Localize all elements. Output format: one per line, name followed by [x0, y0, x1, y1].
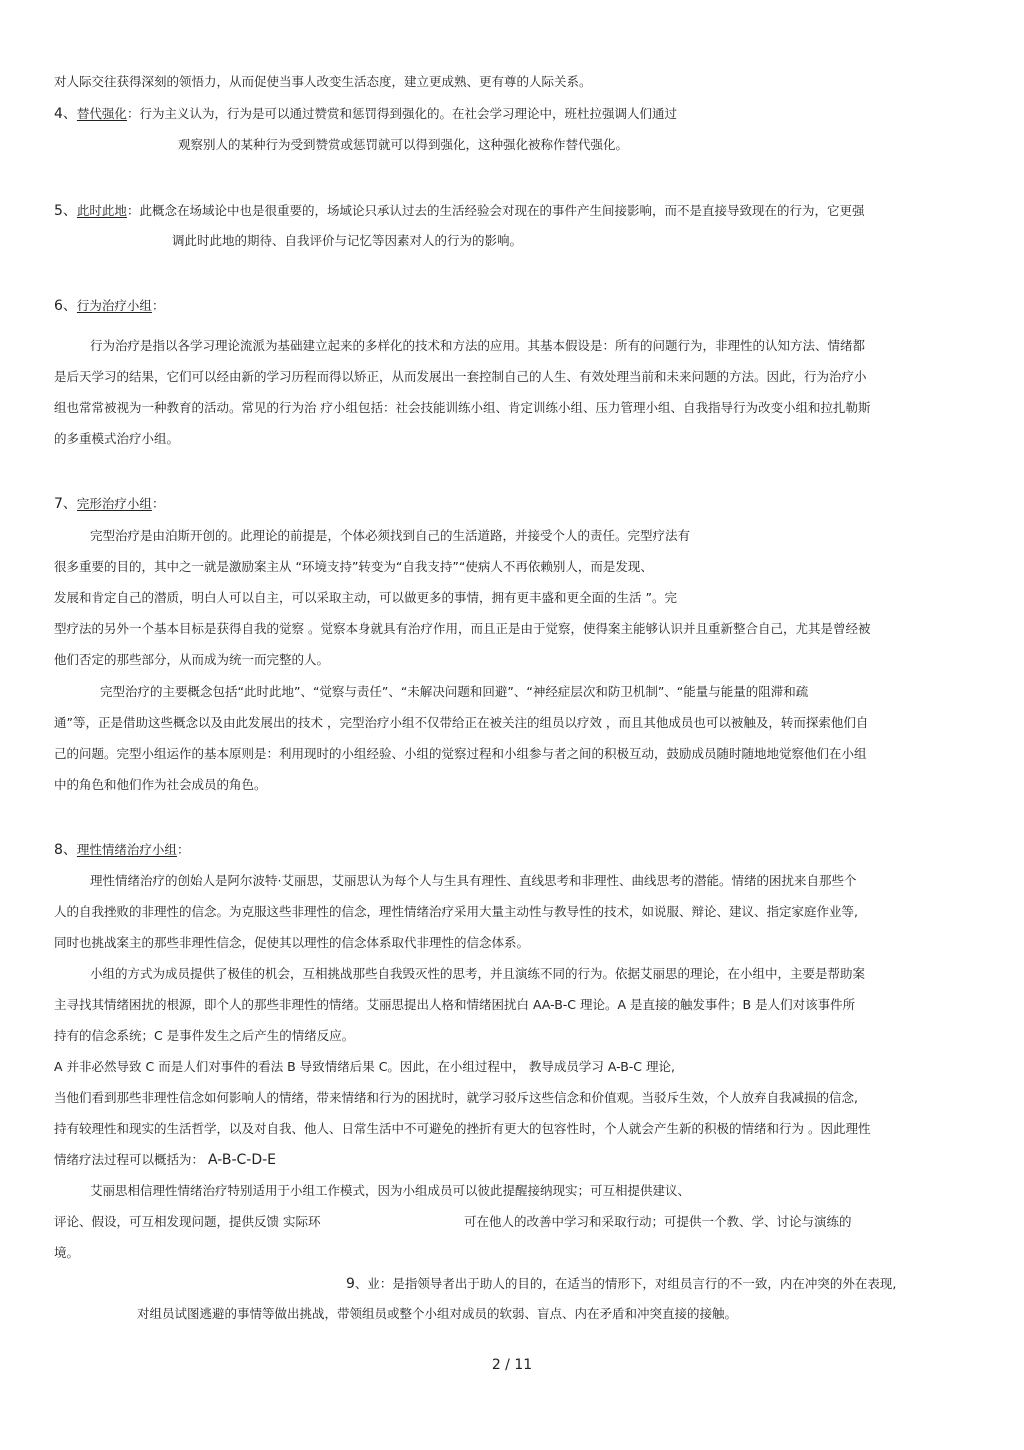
section-8-para-line: 艾丽思相信理性情绪治疗特别适用于小组工作模式，因为小组成员可以彼此提醒接纳现实；可互相提供建议、 [90, 1183, 691, 1198]
section-8-term: 理性情绪治疗小组 [76, 842, 177, 857]
section-8-para-line: 持有的信念系统；C 是事件发生之后产生的情绪反应。 [54, 1028, 355, 1043]
section-8-para-line: 可在他人的改善中学习和采取行动；可提供一个教、学、讨论与演练的 [464, 1214, 852, 1229]
section-8-colon: ： [176, 842, 190, 857]
section-5-line-1 [54, 203, 864, 219]
section-8-para-line: 评论、假设，可互相发现问题，提供反馈 实际环 [54, 1214, 321, 1229]
section-8-para-line: 当他们看到那些非理性信念如何影响人的情绪，带来情绪和行为的困扰时，就学习驳斥这些信念和价值观。当驳斥生效，个人放弃自我减损的信念, [54, 1090, 858, 1105]
section-6-para-line: 是后天学习的结果，它们可以经由新的学习历程而得以矫正，从而发展出一套控制自己的人生、有效处理当前和未来问题的方法。因此，行为治疗小 [54, 369, 867, 384]
section-7-para-line: 己的问题。完型小组运作的基本原则是：利用现时的小组经验、小组的觉察过程和小组参与者之间的积极互动，鼓励成员随时随地地觉察他们在小组 [54, 746, 867, 761]
section-7-para-line: 很多重要的目的，其中之一就是激励案主从 “环境支持”转变为“自我支持”“使病人不再依赖别人，而是发现、 [54, 559, 653, 574]
section-6-number: 6、 [54, 298, 77, 314]
section-8-number: 8、 [54, 842, 77, 858]
section-4-term: 替代强化 [76, 106, 127, 121]
section-7-para-line: 他们否定的那些部分，从而成为统一而完整的人。 [54, 652, 330, 667]
section-9-line-1 [346, 1276, 896, 1292]
section-4-text: ：行为主义认为，行为是可以通过赞赏和惩罚得到强化的。在社会学习理论中，班杜拉强调人们通过 [126, 106, 677, 121]
section-8-para-line: 人的自我挫败的非理性的信念。为克服这些非理性的信念，理性情绪治疗采用大量主动性与教导性的技术，如说服、辩论、建议、指定家庭作业等, [54, 904, 858, 919]
section-6-para-line: 组也常常被视为一种教育的活动。常见的行为治 疗小组包括：社会技能训练小组、肯定训练小组、压力管理小组、自我指导行为改变小组和拉扎勒斯 [54, 400, 871, 415]
section-7-term: 完形治疗小组 [76, 496, 152, 511]
section-8-para-line: 理性情绪治疗的创始人是阿尔波特·艾丽思，艾丽思认为每个人与生具有理性、直线思考和非理性、曲线思考的潜能。情绪的困扰来自那些个 [90, 873, 857, 888]
section-8-para-line: A 并非必然导致 C 而是人们对事件的看法 B 导致情绪后果 C。因此，在小组过程中， 教导成员学习 A-B-C 理论, [54, 1059, 675, 1074]
section-7-heading [54, 496, 164, 512]
section-7-para-line: 中的角色和他们作为社会成员的角色。 [54, 777, 267, 792]
section-7-colon: ： [151, 496, 165, 511]
section-8-para-line: 境。 [54, 1245, 80, 1260]
section-6-heading [54, 298, 164, 314]
section-6-para-line: 行为治疗是指以各学习理论流派为基础建立起来的多样化的技术和方法的应用。其基本假设是：所有的问题行为，非理性的认知方法、情绪都 [90, 338, 866, 353]
section-6-para-line: 的多重模式治疗小组。 [54, 431, 180, 446]
section-8-para-line: 持有较理性和现实的生活哲学，以及对自我、他人、日常生活中不可避免的挫折有更大的包容性时，个人就会产生新的积极的情绪和行为 。因此理性 [54, 1121, 871, 1136]
section-8-formula: A-B-C-D-E [208, 1152, 276, 1168]
intro-line: 对人际交往获得深刻的领悟力，从而促使当事人改变生活态度，建立更成熟、更有尊的人际关系。 [54, 74, 592, 89]
section-4-number: 4、 [54, 106, 77, 122]
section-4-line-2: 观察别人的某种行为受到赞赏或惩罚就可以得到强化，这种强化被称作替代强化。 [178, 137, 629, 152]
section-7-para-line: 型疗法的另外一个基本目标是获得自我的觉察 。觉察本身就具有治疗作用，而且正是由于觉察，使得案主能够认识并且重新整合自己，尤其是曾经被 [54, 621, 871, 636]
section-9-number: 9 [346, 1276, 355, 1292]
section-5-line-2: 调此时此地的期待、自我评价与记忆等因素对人的行为的影响。 [172, 233, 523, 248]
section-8-para-line: 小组的方式为成员提供了极佳的机会，互相挑战那些自我毁灭性的思考，并且演练不同的行为。依据艾丽思的理论，在小组中，主要是帮助案 [90, 966, 866, 981]
section-4-line-1 [54, 106, 677, 122]
section-7-para-line: 发展和肯定自己的潜质，明白人可以自主，可以采取主动，可以做更多的事情，拥有更丰盛和更全面的生活 ”。完 [54, 590, 677, 605]
section-7-para-line: 完型治疗的主要概念包括“此时此地”、“觉察与责任”、“未解决问题和回避”、“神经症层次和防卫机制”、“能量与能量的阻滞和疏 [100, 684, 809, 699]
section-8-para-line [54, 1152, 276, 1168]
section-9-line-2: 对组员试图逃避的事情等做出挑战，带领组员或整个小组对成员的软弱、盲点、内在矛盾和冲突直接的接触。 [137, 1306, 738, 1321]
section-7-number: 7、 [54, 496, 77, 512]
section-6-colon: ： [151, 298, 165, 313]
section-5-number: 5、 [54, 203, 77, 219]
section-8-para-line: 主寻找其情绪困扰的根源，即个人的那些非理性的情绪。艾丽思提出人格和情绪困扰白 AA-B-C 理论。A 是直接的触发事件；B 是人们对该事件所 [54, 997, 856, 1012]
section-5-text: ：此概念在场域论中也是很重要的，场域论只承认过去的生活经验会对现在的事件产生间接影响，而不是直接导致现在的行为，它更强 [126, 203, 865, 218]
page-number: 2 / 11 [491, 1357, 533, 1373]
section-7-para-line: 完型治疗是由泊斯开创的。此理论的前提是，个体必须找到自己的生活道路，并接受个人的责任。完型疗法有 [90, 528, 691, 543]
section-7-para-line: 通”等，正是借助这些概念以及由此发展出的技术 ，完型治疗小组不仅带给正在被关注的组员以疗效 ，而且其他成员也可以被触及，转而探索他们自 [54, 715, 869, 730]
section-5-term: 此时此地 [76, 203, 127, 218]
section-6-term: 行为治疗小组 [76, 298, 152, 313]
section-9-text: 、业：是指领导者出于助人的目的，在适当的情形下，对组员言行的不一致，内在冲突的外在表现, [354, 1276, 897, 1291]
section-8-summary-label: 情绪疗法过程可以概括为： [54, 1152, 205, 1167]
section-8-heading [54, 842, 189, 858]
section-8-para-line: 同时也挑战案主的那些非理性信念，促使其以理性的信念体系取代非理性的信念体系。 [54, 935, 530, 950]
